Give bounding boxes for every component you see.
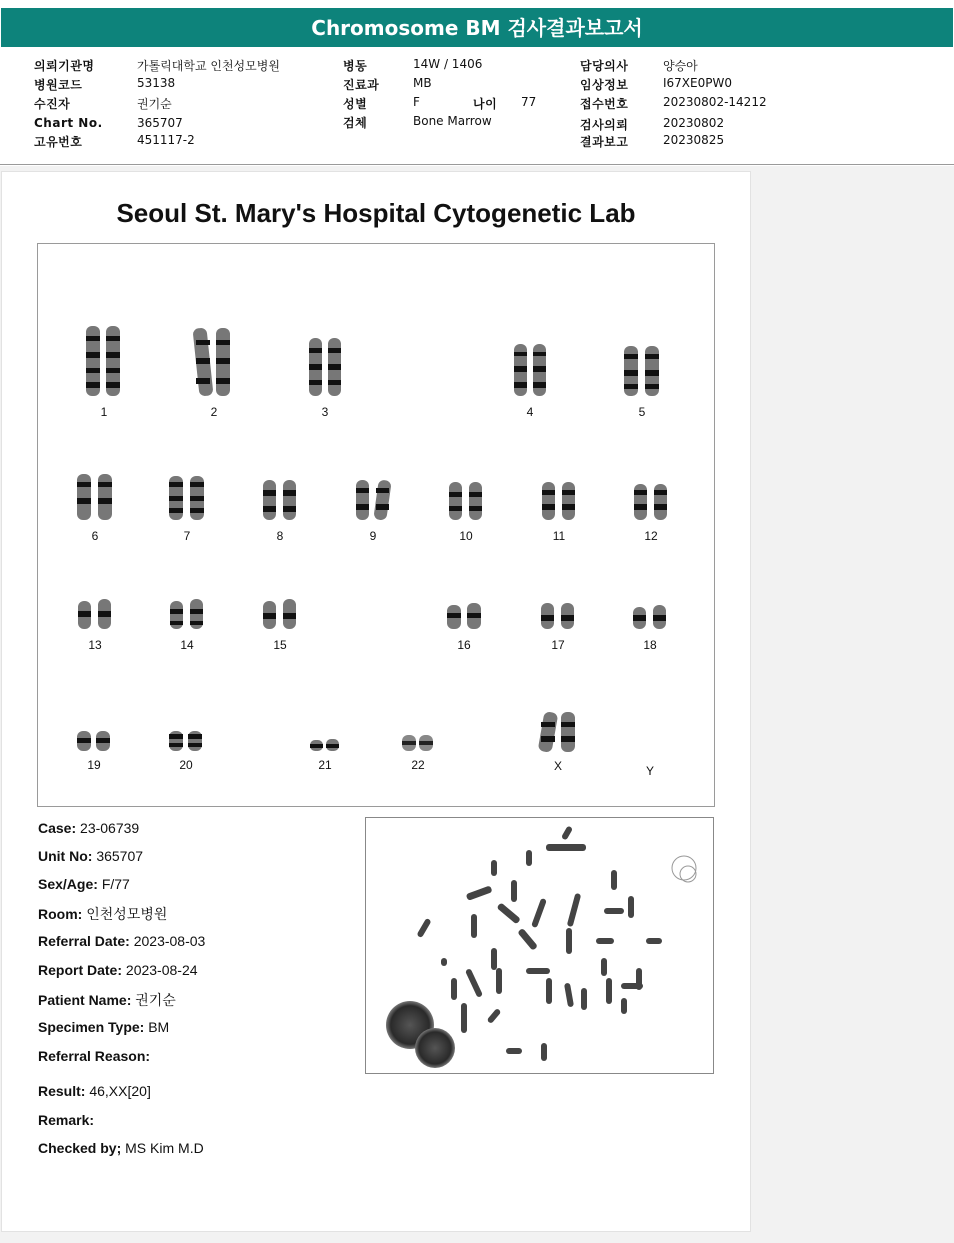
meta-sex-age xyxy=(38,876,130,892)
chromosome-pair-17 xyxy=(537,601,579,652)
chromosome-image xyxy=(620,344,664,400)
meta-label: Patient Name: xyxy=(38,992,132,1008)
chromosome-label: 21 xyxy=(318,758,332,772)
meta-label: Referral Date: xyxy=(38,933,130,949)
header-label-sex: 성별 xyxy=(343,97,368,111)
chromosome-image xyxy=(630,482,672,524)
header-value-patient: 권기순 xyxy=(137,97,172,111)
chromosome-label: 8 xyxy=(276,529,284,543)
chromosome-label: 3 xyxy=(321,405,329,419)
chromosome-label: 20 xyxy=(179,758,193,772)
header-label-request-date: 검사의뢰 xyxy=(580,118,629,132)
header-label-result-date: 결과보고 xyxy=(580,135,629,149)
meta-label: Specimen Type: xyxy=(38,1019,145,1035)
header-label-ward: 병동 xyxy=(343,59,368,73)
header-value-receipt-no: 20230802-14212 xyxy=(663,95,767,109)
chromosome-label: 18 xyxy=(643,638,657,652)
chromosome-pair-14 xyxy=(166,597,208,652)
meta-value: 46,XX[20] xyxy=(89,1083,151,1099)
meta-patient-name xyxy=(38,990,176,1010)
meta-label: Result: xyxy=(38,1083,86,1099)
meta-label: Room: xyxy=(38,906,83,922)
chromosome-pair-11 xyxy=(538,480,580,543)
header-value-sex: F xyxy=(413,95,420,109)
header-label-department: 진료과 xyxy=(343,78,380,92)
chromosome-label: 16 xyxy=(457,638,471,652)
meta-report-date xyxy=(38,962,198,978)
header-label-unique-no: 고유번호 xyxy=(34,135,83,149)
meta-value: 2023-08-03 xyxy=(133,933,206,949)
chromosome-pair-8 xyxy=(259,478,301,543)
meta-remark xyxy=(38,1112,94,1128)
meta-checked-by xyxy=(38,1140,204,1156)
chromosome-image xyxy=(307,737,343,753)
chromosome-pair-13 xyxy=(74,597,116,652)
header-value-department: MB xyxy=(413,76,432,90)
meta-value: 2023-08-24 xyxy=(125,962,198,978)
header-label-institution: 의뢰기관명 xyxy=(34,59,95,73)
chromosome-image xyxy=(352,478,394,524)
header-value-age: 77 xyxy=(521,95,537,109)
meta-label: Report Date: xyxy=(38,962,123,978)
header-value-unique-no: 451117-2 xyxy=(137,133,195,147)
chromosome-image xyxy=(510,342,550,400)
chromosome-image xyxy=(629,603,671,633)
chromosome-pair-4 xyxy=(510,342,550,419)
chromosome-pair-1 xyxy=(82,324,126,419)
meta-referral-reason xyxy=(38,1048,150,1064)
chromosome-pair-9 xyxy=(352,478,394,543)
header-label-hospital-code: 병원코드 xyxy=(34,78,83,92)
chromosome-label: 14 xyxy=(180,638,194,652)
chromosome-image xyxy=(82,324,126,400)
header-value-specimen: Bone Marrow xyxy=(413,114,492,128)
chromosome-pair-7 xyxy=(165,474,209,543)
chromosome-label: 15 xyxy=(273,638,287,652)
meta-case xyxy=(38,820,139,836)
header-label-doctor: 담당의사 xyxy=(580,59,629,73)
chromosome-label: 11 xyxy=(552,529,566,543)
chromosome-image xyxy=(259,478,301,524)
meta-label: Unit No: xyxy=(38,848,93,864)
header-value-institution: 가톨릭대학교 인천성모병원 xyxy=(137,59,280,73)
chromosome-image xyxy=(538,480,580,524)
chromosome-image xyxy=(443,601,485,633)
header-label-chart-no: Chart No. xyxy=(34,116,103,130)
chromosome-image xyxy=(74,597,116,633)
meta-label: Sex/Age: xyxy=(38,876,98,892)
chromosome-pair-6 xyxy=(73,472,117,543)
meta-result xyxy=(38,1083,151,1099)
chromosome-label: Y xyxy=(645,764,655,778)
chromosome-pair-5 xyxy=(620,344,664,419)
chromosome-label: 7 xyxy=(183,529,191,543)
chromosome-pair-18 xyxy=(629,603,671,652)
header-value-hospital-code: 53138 xyxy=(137,76,176,90)
chromosome-image xyxy=(166,597,208,633)
lab-title: Seoul St. Mary's Hospital Cytogenetic Lab xyxy=(116,198,636,228)
meta-value: 권기순 xyxy=(135,992,176,1008)
header-value-clinical-info: I67XE0PW0 xyxy=(663,76,732,90)
chromosome-pair-16 xyxy=(443,601,485,652)
chromosome-label: 19 xyxy=(87,758,101,772)
chromosome-pair-15 xyxy=(259,597,301,652)
meta-value: MS Kim M.D xyxy=(125,1140,204,1156)
meta-value: F/77 xyxy=(101,876,130,892)
chromosome-pair-2 xyxy=(192,326,236,419)
metaphase-spread xyxy=(366,818,713,1073)
meta-value: 인천성모병원 xyxy=(86,906,168,922)
chromosome-label: 17 xyxy=(551,638,565,652)
header-label-clinical-info: 임상정보 xyxy=(580,78,629,92)
meta-value: BM xyxy=(148,1019,170,1035)
header-value-request-date: 20230802 xyxy=(663,116,725,130)
header-value-chart-no: 365707 xyxy=(137,116,183,130)
chromosome-label: 4 xyxy=(526,405,534,419)
chromosome-label: 22 xyxy=(411,758,425,772)
meta-room xyxy=(38,904,167,924)
chromosome-label: 13 xyxy=(88,638,102,652)
metaphase-image xyxy=(365,817,714,1074)
chromosome-label: 2 xyxy=(210,405,218,419)
meta-label: Case: xyxy=(38,820,77,836)
meta-label: Remark: xyxy=(38,1112,95,1128)
header-value-result-date: 20230825 xyxy=(663,133,725,147)
chromosome-image xyxy=(73,472,117,524)
meta-label: Referral Reason: xyxy=(38,1048,151,1064)
chromosome-pair-y xyxy=(646,759,654,778)
chromosome-image xyxy=(537,601,579,633)
chromosome-label: 5 xyxy=(638,405,646,419)
chromosome-image xyxy=(166,729,206,753)
meta-label: Checked by; xyxy=(38,1140,122,1156)
chromosome-label: X xyxy=(553,759,562,773)
meta-value: 365707 xyxy=(96,848,144,864)
karyogram xyxy=(37,243,715,807)
meta-value: 23-06739 xyxy=(80,820,140,836)
chromosome-label: 6 xyxy=(91,529,99,543)
report-title: Chromosome BM 검사결과보고서 xyxy=(1,8,953,47)
chromosome-pair-x xyxy=(536,710,580,773)
chromosome-label: 10 xyxy=(459,529,473,543)
report-page xyxy=(1,171,751,1232)
chromosome-label: 9 xyxy=(369,529,377,543)
meta-unit-no xyxy=(38,848,143,864)
header-label-specimen: 검체 xyxy=(343,116,368,130)
chromosome-pair-10 xyxy=(445,480,487,543)
chromosome-pair-19 xyxy=(74,729,114,772)
chromosome-image xyxy=(305,336,345,400)
chromosome-image xyxy=(259,597,301,633)
meta-referral-date xyxy=(38,933,205,949)
header-label-receipt-no: 접수번호 xyxy=(580,97,629,111)
chromosome-pair-21 xyxy=(307,737,343,772)
chromosome-label: 1 xyxy=(100,405,108,419)
chromosome-image xyxy=(74,729,114,753)
meta-specimen-type xyxy=(38,1019,169,1035)
chromosome-image xyxy=(399,733,437,753)
chromosome-pair-3 xyxy=(305,336,345,419)
chromosome-image xyxy=(165,474,209,524)
chromosome-pair-12 xyxy=(630,482,672,543)
chromosome-pair-20 xyxy=(166,729,206,772)
header-value-ward: 14W / 1406 xyxy=(413,57,483,71)
header-value-doctor: 양승아 xyxy=(663,59,698,73)
chromosome-image xyxy=(192,326,236,400)
chromosome-label: 12 xyxy=(644,529,658,543)
chromosome-pair-22 xyxy=(399,733,437,772)
chromosome-image xyxy=(536,710,580,754)
header-label-patient: 수진자 xyxy=(34,97,71,111)
header-label-age: 나이 xyxy=(473,97,498,111)
chromosome-image xyxy=(445,480,487,524)
header-divider xyxy=(0,164,954,165)
